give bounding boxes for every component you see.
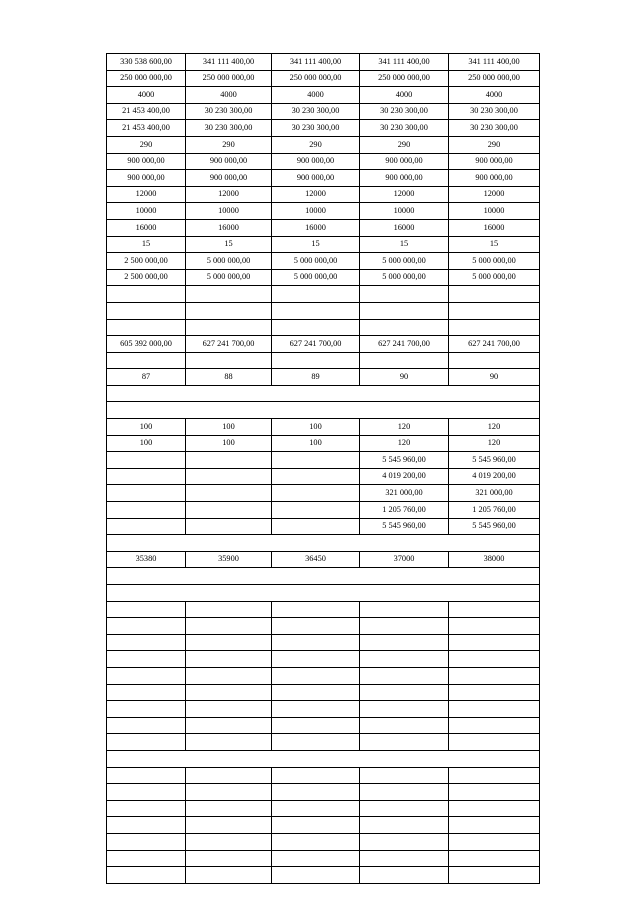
table-cell: 290: [272, 136, 360, 153]
table-cell: 21 453 400,00: [107, 103, 186, 120]
table-cell: [186, 833, 272, 850]
table-cell: [449, 352, 540, 369]
table-cell: [107, 800, 186, 817]
table-cell: [449, 319, 540, 336]
table-cell: [360, 701, 449, 718]
table-cell-merged: [107, 585, 540, 602]
table-cell: 5 545 960,00: [449, 518, 540, 535]
table-cell: 1 205 760,00: [449, 502, 540, 519]
table-cell: 250 000 000,00: [449, 70, 540, 87]
table-cell: 900 000,00: [186, 170, 272, 187]
table-row: [107, 70, 540, 87]
table-cell: 15: [186, 236, 272, 253]
table-row: [107, 634, 540, 651]
table-cell: 5 000 000,00: [186, 269, 272, 286]
table-cell: [186, 286, 272, 303]
table-cell: 4000: [186, 87, 272, 104]
table-cell: [186, 767, 272, 784]
table-cell: 35900: [186, 551, 272, 568]
table-cell: [186, 817, 272, 834]
table-cell: [107, 817, 186, 834]
table-cell: [360, 833, 449, 850]
table-cell: [272, 734, 360, 751]
table-cell: 16000: [449, 219, 540, 236]
table-cell: [360, 634, 449, 651]
table-cell-merged: [107, 385, 540, 402]
table-row: [107, 767, 540, 784]
table-cell: 290: [107, 136, 186, 153]
table-cell: [272, 817, 360, 834]
table-cell: 4000: [107, 87, 186, 104]
table-cell: 900 000,00: [107, 170, 186, 187]
table-row: [107, 87, 540, 104]
table-cell: 4000: [449, 87, 540, 104]
table-cell: 16000: [272, 219, 360, 236]
table-cell: [186, 800, 272, 817]
table-row: [107, 734, 540, 751]
table-cell: 100: [107, 435, 186, 452]
table-row: [107, 551, 540, 568]
table-cell: 15: [272, 236, 360, 253]
table-cell: [107, 302, 186, 319]
table-cell-merged: [107, 568, 540, 585]
table-cell: [186, 667, 272, 684]
table-cell: [186, 468, 272, 485]
table-row: [107, 817, 540, 834]
table-cell: [107, 867, 186, 884]
table-cell: [449, 701, 540, 718]
table-cell: 250 000 000,00: [107, 70, 186, 87]
table-cell: 4 019 200,00: [360, 468, 449, 485]
table-cell: [360, 867, 449, 884]
table-cell: 36450: [272, 551, 360, 568]
table-row: [107, 219, 540, 236]
table-cell: [449, 302, 540, 319]
table-cell: [107, 352, 186, 369]
table-cell: [186, 502, 272, 519]
table-row: [107, 585, 540, 602]
table-cell: [272, 485, 360, 502]
table-cell: [360, 800, 449, 817]
table-cell: [272, 833, 360, 850]
table-cell: [186, 319, 272, 336]
table-cell: [186, 717, 272, 734]
table-cell: [360, 352, 449, 369]
table-row: [107, 435, 540, 452]
table-row: [107, 750, 540, 767]
table-cell: [107, 833, 186, 850]
table-cell: [107, 767, 186, 784]
table-cell: 5 000 000,00: [272, 269, 360, 286]
data-table: [106, 53, 540, 884]
table-cell: [186, 452, 272, 469]
table-row: [107, 667, 540, 684]
table-cell: 900 000,00: [272, 153, 360, 170]
table-cell: [449, 601, 540, 618]
table-cell: 12000: [107, 186, 186, 203]
table-cell: [360, 684, 449, 701]
table-cell: 21 453 400,00: [107, 120, 186, 137]
table-cell: 900 000,00: [186, 153, 272, 170]
table-row: [107, 535, 540, 552]
table-cell: [107, 502, 186, 519]
table-cell: 120: [449, 419, 540, 436]
table-cell: [449, 667, 540, 684]
table-cell: 627 241 700,00: [360, 336, 449, 353]
table-cell: 900 000,00: [449, 170, 540, 187]
table-cell: [272, 784, 360, 801]
table-row: [107, 286, 540, 303]
table-cell: [449, 734, 540, 751]
table-cell: 12000: [186, 186, 272, 203]
table-cell: 12000: [272, 186, 360, 203]
table-row: [107, 618, 540, 635]
table-row: [107, 153, 540, 170]
table-cell: 15: [449, 236, 540, 253]
table-cell: 90: [449, 369, 540, 386]
table-cell: 341 111 400,00: [449, 54, 540, 71]
table-cell: 16000: [360, 219, 449, 236]
table-cell: 120: [449, 435, 540, 452]
table-cell: 30 230 300,00: [360, 103, 449, 120]
table-row: [107, 203, 540, 220]
table-cell: [186, 651, 272, 668]
table-cell: 10000: [360, 203, 449, 220]
table-cell: 321 000,00: [449, 485, 540, 502]
table-cell: 100: [272, 435, 360, 452]
table-row: [107, 269, 540, 286]
table-cell: 38000: [449, 551, 540, 568]
table-cell: [272, 468, 360, 485]
table-cell: 30 230 300,00: [272, 103, 360, 120]
table-cell: [360, 651, 449, 668]
table-row: [107, 402, 540, 419]
table-cell: 4000: [360, 87, 449, 104]
table-cell: 900 000,00: [449, 153, 540, 170]
table-cell: 341 111 400,00: [272, 54, 360, 71]
table-row: [107, 717, 540, 734]
table-row: [107, 701, 540, 718]
table-cell: [107, 850, 186, 867]
table-cell: [272, 850, 360, 867]
table-cell: [449, 651, 540, 668]
table-cell: [272, 302, 360, 319]
table-cell: [360, 667, 449, 684]
table-cell: 627 241 700,00: [272, 336, 360, 353]
table-cell-merged: [107, 535, 540, 552]
table-cell: [449, 618, 540, 635]
table-cell: 5 000 000,00: [449, 269, 540, 286]
table-cell: [107, 784, 186, 801]
table-cell: [107, 319, 186, 336]
table-row: [107, 253, 540, 270]
table-cell: [186, 867, 272, 884]
table-cell: [186, 634, 272, 651]
table-cell: [360, 784, 449, 801]
table-cell: [186, 684, 272, 701]
table-cell: [272, 518, 360, 535]
table-cell: [272, 319, 360, 336]
table-cell: 89: [272, 369, 360, 386]
table-cell: [449, 717, 540, 734]
table-row: [107, 568, 540, 585]
table-row: [107, 170, 540, 187]
table-cell: 30 230 300,00: [449, 120, 540, 137]
table-cell: 35380: [107, 551, 186, 568]
table-row: [107, 684, 540, 701]
table-cell: 10000: [272, 203, 360, 220]
table-cell: 900 000,00: [107, 153, 186, 170]
table-cell: 250 000 000,00: [186, 70, 272, 87]
table-cell: [107, 667, 186, 684]
table-cell: [272, 684, 360, 701]
table-cell: 2 500 000,00: [107, 253, 186, 270]
table-cell: 88: [186, 369, 272, 386]
table-row: [107, 103, 540, 120]
table-cell: 290: [186, 136, 272, 153]
table-row: [107, 850, 540, 867]
table-cell: [360, 817, 449, 834]
table-row: [107, 485, 540, 502]
table-cell: [272, 286, 360, 303]
table-cell: 12000: [360, 186, 449, 203]
table-cell: [107, 485, 186, 502]
table-cell: [360, 850, 449, 867]
table-cell: [360, 601, 449, 618]
table-cell: 15: [107, 236, 186, 253]
table-row: [107, 419, 540, 436]
table-cell: [272, 867, 360, 884]
table-cell: [107, 684, 186, 701]
table-cell: 250 000 000,00: [272, 70, 360, 87]
table-cell: 100: [186, 419, 272, 436]
table-cell: [272, 352, 360, 369]
table-cell: [272, 618, 360, 635]
table-row: [107, 518, 540, 535]
table-cell: [272, 452, 360, 469]
table-cell: 900 000,00: [272, 170, 360, 187]
table-cell: [186, 701, 272, 718]
table-body: [107, 54, 540, 884]
table-row: [107, 336, 540, 353]
table-row: [107, 186, 540, 203]
table-cell: [360, 717, 449, 734]
table-cell: [107, 618, 186, 635]
table-cell: [449, 767, 540, 784]
table-cell: 100: [186, 435, 272, 452]
table-cell: 321 000,00: [360, 485, 449, 502]
table-cell: [186, 601, 272, 618]
table-cell: 15: [360, 236, 449, 253]
table-row: [107, 54, 540, 71]
table-cell: [272, 667, 360, 684]
table-cell: 5 545 960,00: [360, 452, 449, 469]
table-cell: 30 230 300,00: [449, 103, 540, 120]
table-cell: [272, 651, 360, 668]
table-row: [107, 784, 540, 801]
table-cell: 4000: [272, 87, 360, 104]
table-cell: 30 230 300,00: [360, 120, 449, 137]
table-cell: [272, 767, 360, 784]
table-row: [107, 502, 540, 519]
table-cell: 30 230 300,00: [186, 120, 272, 137]
table-cell: [107, 634, 186, 651]
table-cell: [107, 601, 186, 618]
table-cell: 16000: [186, 219, 272, 236]
table-cell: 5 000 000,00: [360, 253, 449, 270]
table-cell: 330 538 600,00: [107, 54, 186, 71]
table-row: [107, 468, 540, 485]
table-cell: [449, 867, 540, 884]
table-row: [107, 867, 540, 884]
table-cell: [449, 784, 540, 801]
table-cell: 100: [107, 419, 186, 436]
table-row: [107, 136, 540, 153]
table-cell: [107, 651, 186, 668]
table-cell: 12000: [449, 186, 540, 203]
table-cell: [107, 452, 186, 469]
table-cell: [272, 502, 360, 519]
table-cell: 87: [107, 369, 186, 386]
table-cell: [360, 286, 449, 303]
table-cell: [186, 518, 272, 535]
table-cell-merged: [107, 402, 540, 419]
table-cell: [186, 734, 272, 751]
table-row: [107, 352, 540, 369]
table-cell: [107, 518, 186, 535]
table-cell: 341 111 400,00: [186, 54, 272, 71]
table-cell: [360, 767, 449, 784]
table-cell: [107, 468, 186, 485]
table-cell: [107, 717, 186, 734]
table-cell: [449, 833, 540, 850]
table-row: [107, 120, 540, 137]
table-cell: 5 545 960,00: [360, 518, 449, 535]
table-cell: [186, 850, 272, 867]
table-cell: 16000: [107, 219, 186, 236]
table-cell: [449, 684, 540, 701]
table-cell: [272, 701, 360, 718]
table-cell: [449, 817, 540, 834]
table-row: [107, 800, 540, 817]
table-cell: 90: [360, 369, 449, 386]
table-cell: [449, 800, 540, 817]
table-cell: [360, 319, 449, 336]
table-cell: [186, 784, 272, 801]
table-cell: [107, 286, 186, 303]
table-cell: [360, 618, 449, 635]
table-cell: 900 000,00: [360, 170, 449, 187]
table-row: [107, 319, 540, 336]
table-row: [107, 236, 540, 253]
table-cell: 290: [360, 136, 449, 153]
table-cell: [186, 352, 272, 369]
table-cell: 10000: [449, 203, 540, 220]
table-cell: 10000: [107, 203, 186, 220]
table-cell: 5 000 000,00: [186, 253, 272, 270]
table-cell: 5 000 000,00: [360, 269, 449, 286]
table-cell: 1 205 760,00: [360, 502, 449, 519]
table-cell: [186, 618, 272, 635]
table-row: [107, 369, 540, 386]
table-cell: [107, 701, 186, 718]
table-cell: 250 000 000,00: [360, 70, 449, 87]
table-row: [107, 302, 540, 319]
table-cell: [107, 734, 186, 751]
table-cell: 120: [360, 419, 449, 436]
table-cell-merged: [107, 750, 540, 767]
table-cell: 120: [360, 435, 449, 452]
table-cell: [449, 286, 540, 303]
table-row: [107, 601, 540, 618]
table-cell: [449, 634, 540, 651]
table-cell: 341 111 400,00: [360, 54, 449, 71]
table-cell: 605 392 000,00: [107, 336, 186, 353]
table-row: [107, 833, 540, 850]
table-cell: 10000: [186, 203, 272, 220]
table-cell: 290: [449, 136, 540, 153]
table-cell: [360, 302, 449, 319]
table-cell: 5 000 000,00: [272, 253, 360, 270]
table-cell: 30 230 300,00: [186, 103, 272, 120]
table-cell: 4 019 200,00: [449, 468, 540, 485]
table-row: [107, 385, 540, 402]
table-cell: 100: [272, 419, 360, 436]
table-cell: 900 000,00: [360, 153, 449, 170]
table-cell: [272, 601, 360, 618]
table-cell: 30 230 300,00: [272, 120, 360, 137]
table-cell: 627 241 700,00: [449, 336, 540, 353]
table-cell: [272, 800, 360, 817]
table-row: [107, 651, 540, 668]
table-row: [107, 452, 540, 469]
table-cell: [360, 734, 449, 751]
table-cell: 627 241 700,00: [186, 336, 272, 353]
table-cell: 5 000 000,00: [449, 253, 540, 270]
table-cell: [186, 302, 272, 319]
table-cell: 2 500 000,00: [107, 269, 186, 286]
table-cell: 5 545 960,00: [449, 452, 540, 469]
table-cell: [272, 634, 360, 651]
table-cell: [186, 485, 272, 502]
table-cell: [272, 717, 360, 734]
table-cell: [449, 850, 540, 867]
table-cell: 37000: [360, 551, 449, 568]
